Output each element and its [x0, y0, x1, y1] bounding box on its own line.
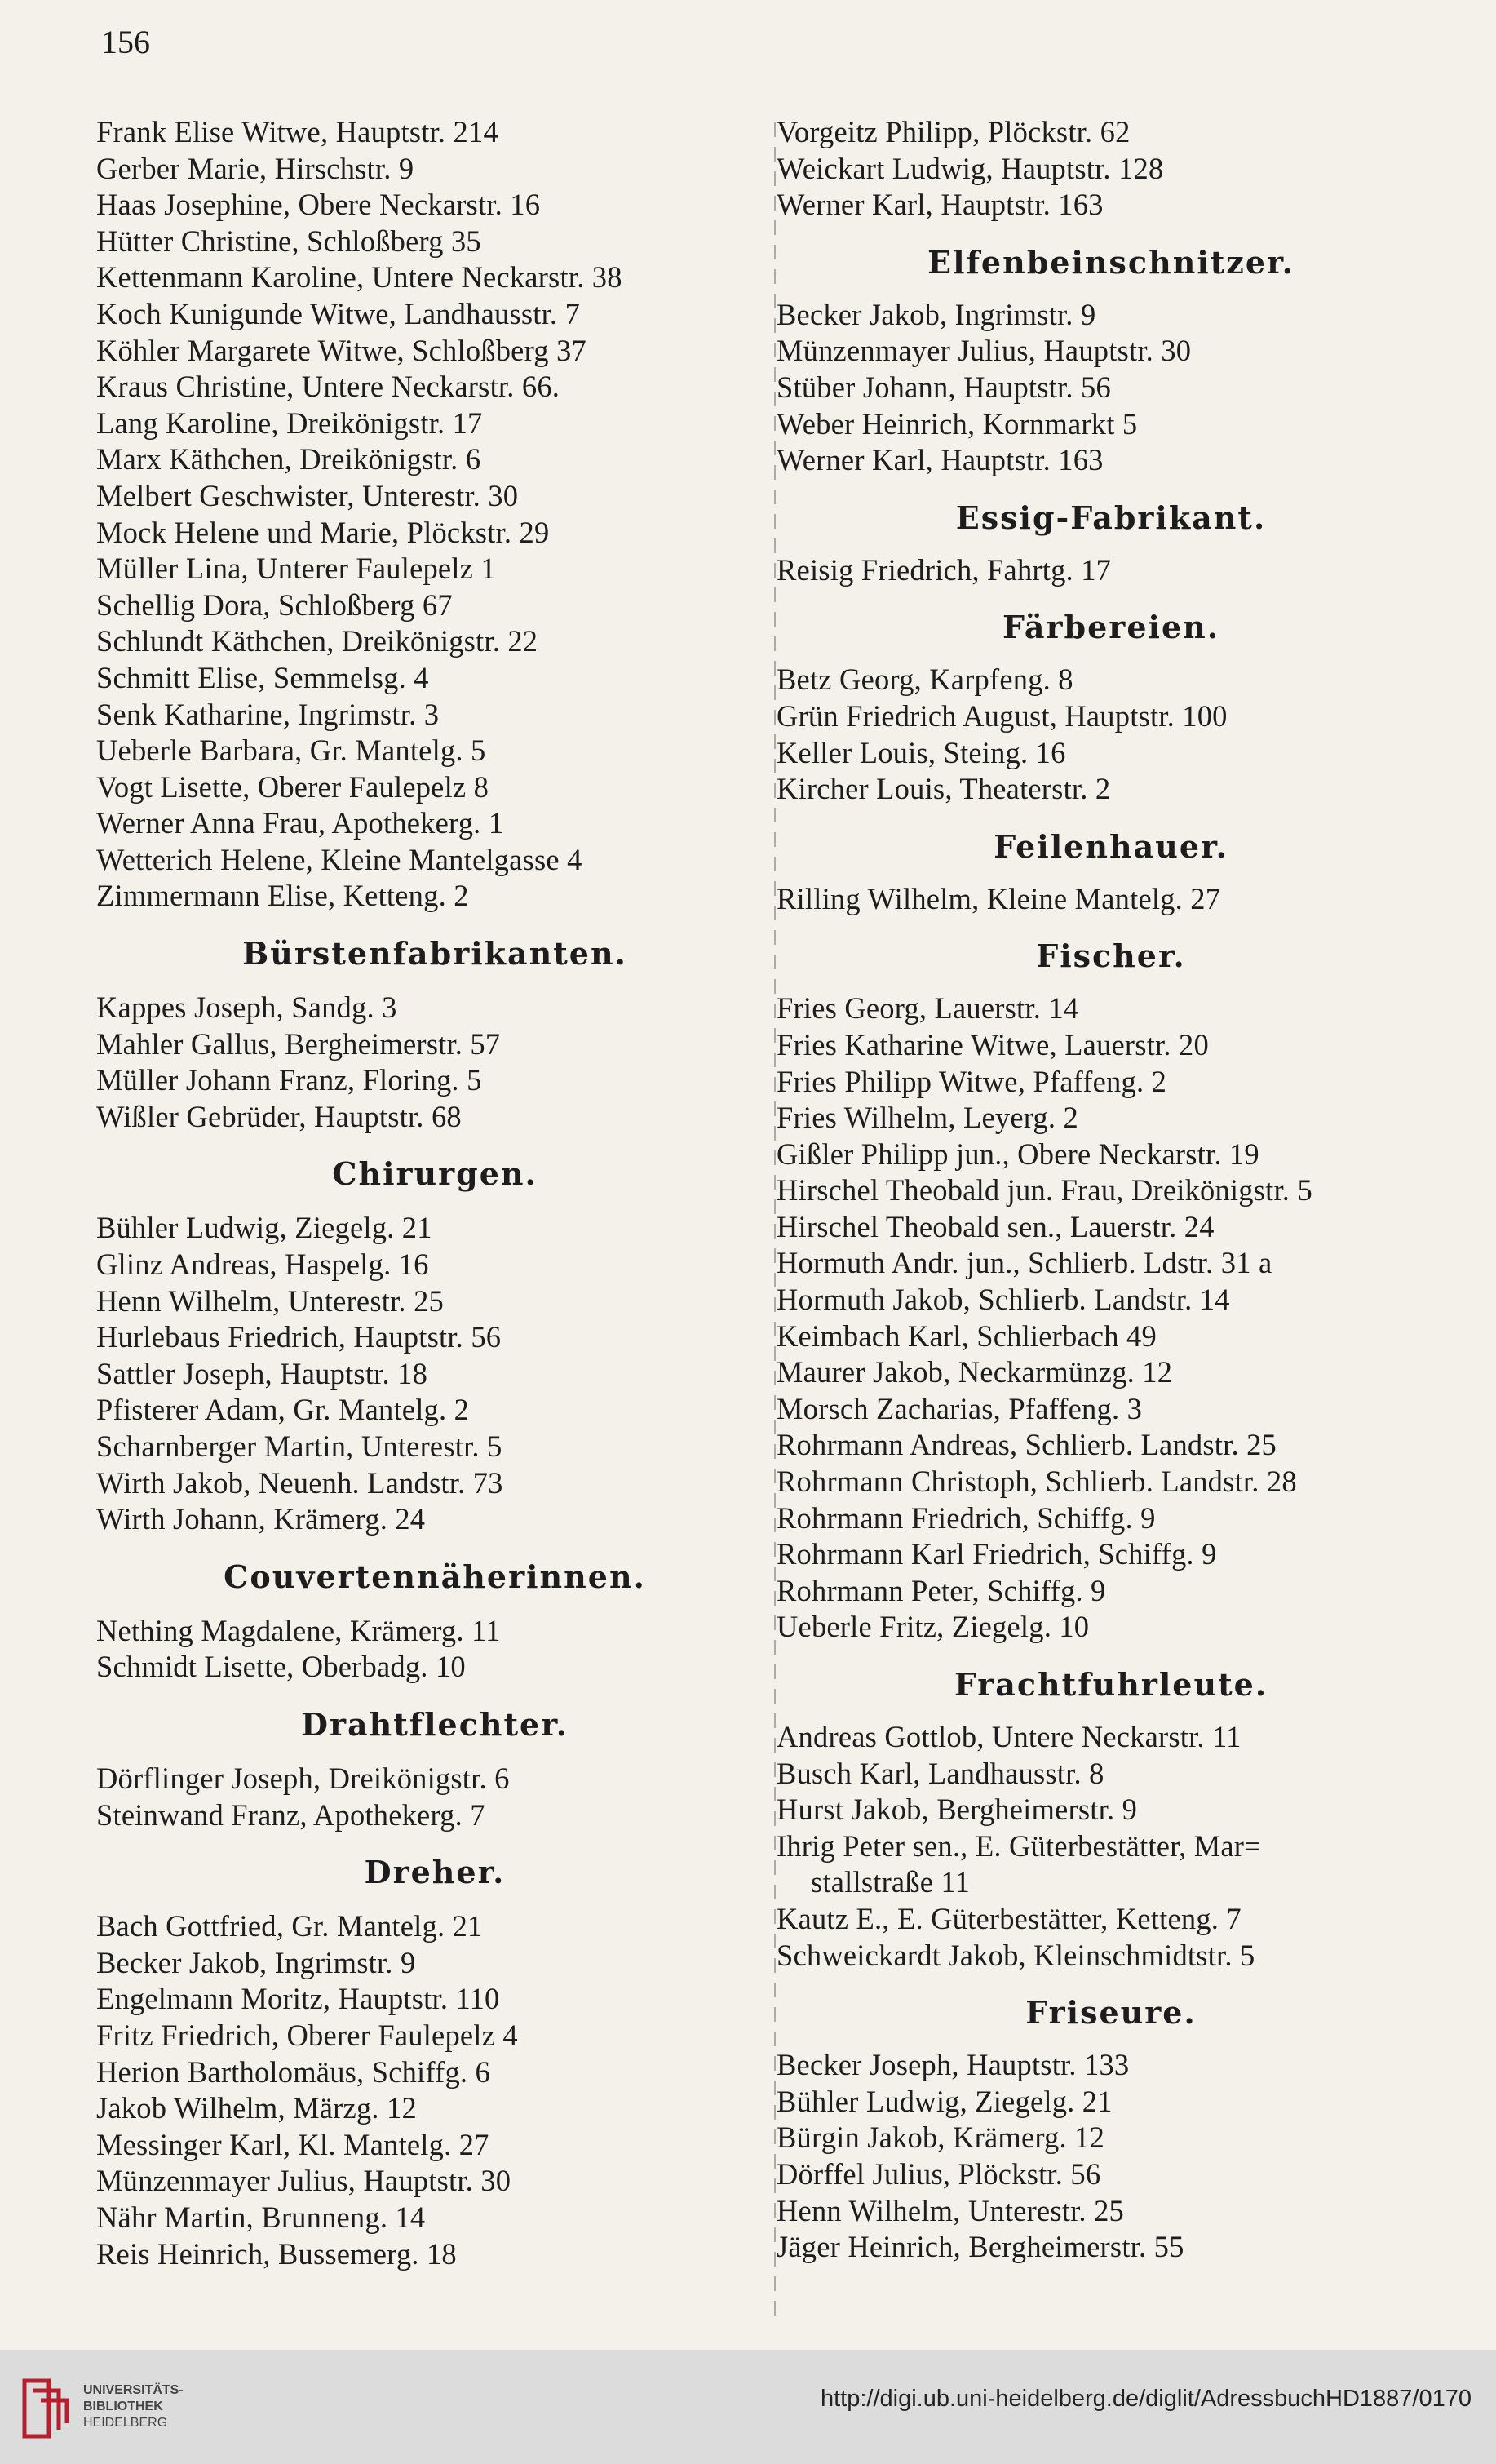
directory-entry: Hormuth Andr. jun., Schlierb. Ldstr. 31 a [777, 1246, 1272, 1280]
section-heading: Bürstenfabrikanten. [242, 935, 627, 973]
directory-section [96, 114, 773, 915]
source-url[interactable]: http://digi.ub.uni-heidelberg.de/diglit/AdressbuchHD1887/0170 [820, 2386, 1472, 2412]
directory-entry: Hurlebaus Friedrich, Hauptstr. 56 [96, 1320, 502, 1354]
logo-line: UNIVERSITÄTS- [83, 2383, 184, 2397]
library-logo[interactable] [16, 2368, 212, 2446]
directory-entry: Köhler Margarete Witwe, Schloßberg 37 [96, 333, 586, 367]
directory-entry: Rohrmann Karl Friedrich, Schiffg. 9 [777, 1537, 1217, 1571]
directory-entry: Steinwand Franz, Apothekerg. 7 [96, 1797, 485, 1832]
directory-entry: Keimbach Karl, Schlierbach 49 [777, 1318, 1157, 1353]
directory-entry: Dörffel Julius, Plöckstr. 56 [777, 2156, 1101, 2191]
directory-section [96, 1156, 773, 1537]
directory-section [777, 114, 1445, 224]
directory-entry: Melbert Geschwister, Unterestr. 30 [96, 478, 519, 512]
section-heading: Frachtfuhrleute. [954, 1666, 1268, 1703]
directory-section [777, 609, 1445, 807]
directory-entry: Jakob Wilhelm, Märzg. 12 [96, 2091, 417, 2125]
directory-entry: Glinz Andreas, Haspelg. 16 [96, 1248, 429, 1282]
directory-entry: Hirschel Theobald jun. Frau, Dreikönigstr. 5 [777, 1173, 1312, 1208]
directory-entry: Schmidt Lisette, Oberbadg. 10 [96, 1650, 466, 1684]
directory-entry: Hütter Christine, Schloßberg 35 [96, 224, 481, 258]
directory-section [96, 1855, 773, 2272]
directory-entry: Becker Jakob, Ingrimstr. 9 [96, 1945, 416, 1979]
directory-entry: Kappes Joseph, Sandg. 3 [96, 990, 397, 1025]
directory-entry: Bühler Ludwig, Ziegelg. 21 [777, 2084, 1113, 2118]
directory-section [777, 938, 1445, 1646]
directory-entry: Jäger Heinrich, Bergheimerstr. 55 [777, 2230, 1184, 2264]
directory-entry: Rilling Wilhelm, Kleine Mantelg. 27 [777, 881, 1221, 915]
directory-entry: Zimmermann Elise, Ketteng. 2 [96, 879, 469, 913]
directory-entry: Becker Joseph, Hauptstr. 133 [777, 2048, 1130, 2082]
directory-entry: Ueberle Barbara, Gr. Mantelg. 5 [96, 733, 486, 768]
directory-entry: Werner Anna Frau, Apothekerg. 1 [96, 806, 504, 840]
directory-entry: Busch Karl, Landhausstr. 8 [777, 1756, 1104, 1790]
directory-entry: Weickart Ludwig, Hauptstr. 128 [777, 151, 1164, 185]
directory-entry: Keller Louis, Steing. 16 [777, 735, 1066, 769]
directory-entry: Stüber Johann, Hauptstr. 56 [777, 370, 1111, 404]
directory-entry: Scharnberger Martin, Unterestr. 5 [96, 1429, 502, 1463]
column-divider [774, 122, 776, 2325]
directory-entry: Bürgin Jakob, Krämerg. 12 [777, 2121, 1105, 2155]
directory-entry: Lang Karoline, Dreikönigstr. 17 [96, 405, 483, 440]
directory-entry: Reis Heinrich, Bussemerg. 18 [96, 2236, 457, 2271]
directory-entry: Rohrmann Friedrich, Schiffg. 9 [777, 1500, 1156, 1535]
directory-entry: Henn Wilhelm, Unterestr. 25 [96, 1283, 444, 1318]
directory-entry: Haas Josephine, Obere Neckarstr. 16 [96, 188, 541, 222]
directory-entry: Müller Johann Franz, Floring. 5 [96, 1063, 482, 1097]
directory-entry: Senk Katharine, Ingrimstr. 3 [96, 697, 440, 731]
directory-entry: Münzenmayer Julius, Hauptstr. 30 [777, 334, 1192, 368]
directory-entry: Kettenmann Karoline, Untere Neckarstr. 38 [96, 260, 622, 295]
right-column [777, 114, 1445, 2266]
directory-entry: Müller Lina, Unterer Faulepelz 1 [96, 552, 496, 586]
directory-entry: Fritz Friedrich, Oberer Faulepelz 4 [96, 2018, 518, 2052]
directory-entry: Vorgeitz Philipp, Plöckstr. 62 [777, 115, 1131, 148]
directory-entry: Fries Philipp Witwe, Pfaffeng. 2 [777, 1064, 1167, 1098]
directory-section [777, 1995, 1445, 2266]
directory-entry: Kraus Christine, Untere Neckarstr. 66. [96, 370, 560, 404]
directory-entry: Frank Elise Witwe, Hauptstr. 214 [96, 115, 498, 148]
directory-entry: Wetterich Helene, Kleine Mantelgasse 4 [96, 842, 582, 876]
section-heading: Elfenbeinschnitzer. [927, 243, 1295, 281]
directory-entry: Hormuth Jakob, Schlierb. Landstr. 14 [777, 1283, 1230, 1317]
directory-entry: Fries Wilhelm, Leyerg. 2 [777, 1101, 1078, 1135]
directory-entry: Ihrig Peter sen., E. Güterbestätter, Mar= [777, 1828, 1261, 1863]
section-heading: Chirurgen. [332, 1155, 538, 1193]
directory-entry: Pfisterer Adam, Gr. Mantelg. 2 [96, 1393, 470, 1427]
directory-entry: Münzenmayer Julius, Hauptstr. 30 [96, 2164, 511, 2198]
directory-entry: Fries Katharine Witwe, Lauerstr. 20 [777, 1027, 1209, 1061]
directory-entry: Nething Magdalene, Krämerg. 11 [96, 1613, 501, 1647]
directory-entry: Mahler Gallus, Bergheimerstr. 57 [96, 1026, 501, 1061]
directory-entry: Schmitt Elise, Semmelsg. 4 [96, 660, 429, 694]
directory-entry: Rohrmann Andreas, Schlierb. Landstr. 25 [777, 1428, 1277, 1462]
directory-section [96, 1707, 773, 1833]
directory-entry: Reisig Friedrich, Fahrtg. 17 [777, 552, 1112, 587]
directory-entry: Bach Gottfried, Gr. Mantelg. 21 [96, 1909, 483, 1943]
directory-entry: Maurer Jakob, Neckarmünzg. 12 [777, 1355, 1173, 1389]
directory-entry: Werner Karl, Hauptstr. 163 [777, 188, 1104, 222]
section-heading: Drahtflechter. [301, 1705, 569, 1743]
directory-entry: Becker Jakob, Ingrimstr. 9 [777, 297, 1096, 331]
logo-line: BIBLIOTHEK [83, 2400, 163, 2413]
directory-entry: Mock Helene und Marie, Plöckstr. 29 [96, 515, 550, 549]
directory-entry: Gißler Philipp jun., Obere Neckarstr. 19 [777, 1137, 1259, 1171]
section-heading: Dreher. [364, 1854, 506, 1891]
directory-entry: Henn Wilhelm, Unterestr. 25 [777, 2193, 1124, 2227]
directory-entry: Betz Georg, Karpfeng. 8 [777, 663, 1073, 697]
directory-section [777, 1667, 1445, 1974]
directory-entry: Marx Käthchen, Dreikönigstr. 6 [96, 442, 481, 476]
directory-entry: Weber Heinrich, Kornmarkt 5 [777, 406, 1138, 441]
directory-entry: Grün Friedrich August, Hauptstr. 100 [777, 698, 1228, 733]
directory-entry: Fries Georg, Lauerstr. 14 [777, 991, 1079, 1026]
directory-section [96, 936, 773, 1135]
footer-bar [0, 2350, 1496, 2464]
directory-entry: Rohrmann Christoph, Schlierb. Landstr. 28 [777, 1465, 1297, 1499]
directory-entry: Morsch Zacharias, Pfaffeng. 3 [777, 1391, 1143, 1425]
directory-entry: Andreas Gottlob, Untere Neckarstr. 11 [777, 1720, 1242, 1753]
directory-entry: Hurst Jakob, Bergheimerstr. 9 [777, 1793, 1138, 1827]
directory-entry: Werner Karl, Hauptstr. 163 [777, 443, 1104, 477]
section-heading: Couvertennäherinnen. [224, 1558, 646, 1595]
section-heading: Fischer. [1036, 937, 1186, 975]
directory-entry: Herion Bartholomäus, Schiffg. 6 [96, 2054, 490, 2089]
directory-entry: Schlundt Käthchen, Dreikönigstr. 22 [96, 624, 538, 658]
directory-entry: Koch Kunigunde Witwe, Landhausstr. 7 [96, 296, 581, 330]
directory-entry: Gerber Marie, Hirschstr. 9 [96, 151, 414, 185]
directory-entry: Wirth Johann, Krämerg. 24 [96, 1502, 426, 1536]
directory-entry: Vogt Lisette, Oberer Faulepelz 8 [96, 769, 489, 804]
directory-entry: Dörflinger Joseph, Dreikönigstr. 6 [96, 1761, 510, 1795]
directory-entry: Rohrmann Peter, Schiffg. 9 [777, 1573, 1106, 1607]
directory-entry: Bühler Ludwig, Ziegelg. 21 [96, 1211, 432, 1245]
section-heading: Färbereien. [1002, 609, 1219, 646]
left-column [96, 114, 773, 2272]
directory-section [777, 500, 1445, 589]
directory-entry: Schweickardt Jakob, Kleinschmidtstr. 5 [777, 1938, 1255, 1972]
directory-entry: Hirschel Theobald sen., Lauerstr. 24 [777, 1209, 1215, 1243]
directory-entry: stallstraße 11 [811, 1865, 971, 1899]
directory-entry: Messinger Karl, Kl. Mantelg. 27 [96, 2127, 489, 2161]
section-heading: Friseure. [1025, 1994, 1197, 2032]
directory-entry: Kircher Louis, Theaterstr. 2 [777, 772, 1111, 806]
directory-section [777, 245, 1445, 479]
directory-entry: Nähr Martin, Brunneng. 14 [96, 2200, 426, 2234]
directory-section [777, 829, 1445, 918]
directory-entry: Schellig Dora, Schloßberg 67 [96, 587, 453, 622]
logo-line: HEIDELBERG [83, 2416, 168, 2430]
directory-entry: Wißler Gebrüder, Hauptstr. 68 [96, 1099, 462, 1133]
directory-entry: Engelmann Moritz, Hauptstr. 110 [96, 1982, 500, 2016]
page-number: 156 [101, 24, 150, 60]
directory-entry: Ueberle Fritz, Ziegelg. 10 [777, 1610, 1090, 1644]
library-logo-icon [16, 2374, 73, 2443]
directory-section [96, 1559, 773, 1686]
library-logo-text [83, 2382, 184, 2431]
directory-entry: Sattler Joseph, Hauptstr. 18 [96, 1356, 428, 1390]
section-heading: Essig-Fabrikant. [955, 499, 1267, 536]
directory-entry: Wirth Jakob, Neuenh. Landstr. 73 [96, 1465, 503, 1500]
section-heading: Feilenhauer. [994, 827, 1228, 865]
directory-entry: Kautz E., E. Güterbestätter, Ketteng. 7 [777, 1901, 1242, 1935]
